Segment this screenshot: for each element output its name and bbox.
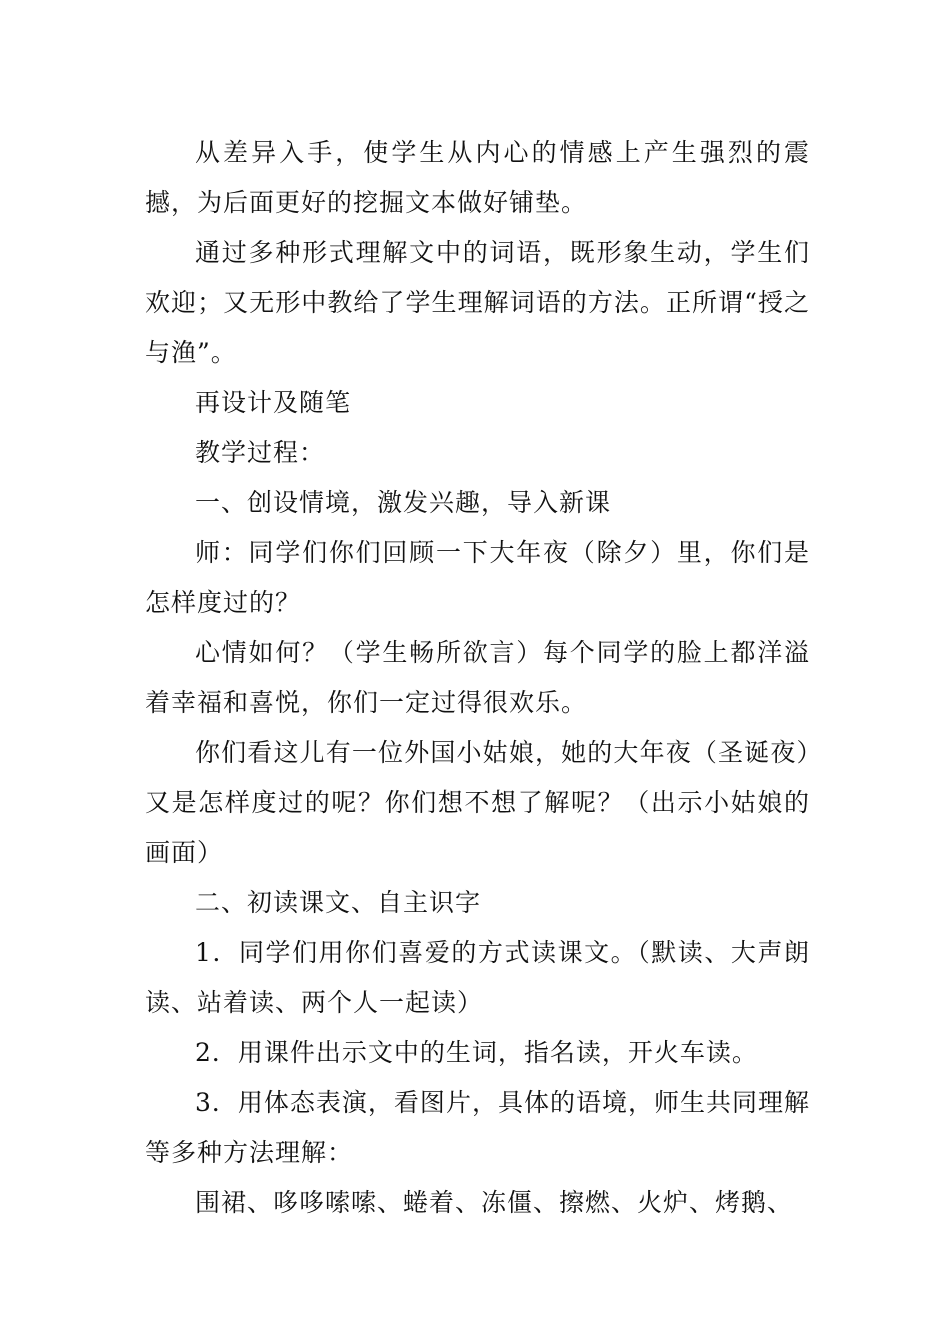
- document-body: [145, 128, 810, 1228]
- step-heading-one: 一、创设情境，激发兴趣，导入新课: [195, 488, 612, 517]
- paragraph-vocabulary-methods: 通过多种形式理解文中的词语，既形象生动，学生们欢迎；又无形中教给了学生理解词语的方法。正所谓“授之与渔”。: [145, 238, 810, 367]
- paragraph-mood: 心情如何？（学生畅所欲言）每个同学的脸上都洋溢着幸福和喜悦，你们一定过得很欢乐。: [145, 638, 810, 717]
- paragraph-word-list: 围裙、哆哆嗦嗦、蜷着、冻僵、擦燃、火炉、烤鹅、: [195, 1188, 794, 1217]
- paragraph-intro-difference: 从差异入手，使学生从内心的情感上产生强烈的震撼，为后面更好的挖掘文本做好铺垫。: [145, 138, 810, 217]
- paragraph-teacher-question: 师：同学们你们回顾一下大年夜（除夕）里，你们是怎样度过的？: [145, 538, 810, 617]
- list-item-2: 2．用课件出示文中的生词，指名读，开火车读。: [195, 1038, 758, 1067]
- list-item-3: 3．用体态表演，看图片，具体的语境，师生共同理解等多种方法理解：: [145, 1088, 810, 1167]
- section-heading-teaching-process: 教学过程：: [195, 438, 326, 467]
- list-item-1: 1．同学们用你们喜爱的方式读课文。（默读、大声朗读、站着读、两个人一起读）: [145, 938, 810, 1017]
- step-heading-two: 二、初读课文、自主识字: [195, 888, 482, 917]
- paragraph-little-girl: 你们看这儿有一位外国小姑娘，她的大年夜（圣诞夜）又是怎样度过的呢？你们想不想了解呢？（出示小姑娘的画面）: [145, 738, 810, 867]
- section-heading-redesign: 再设计及随笔: [195, 388, 352, 417]
